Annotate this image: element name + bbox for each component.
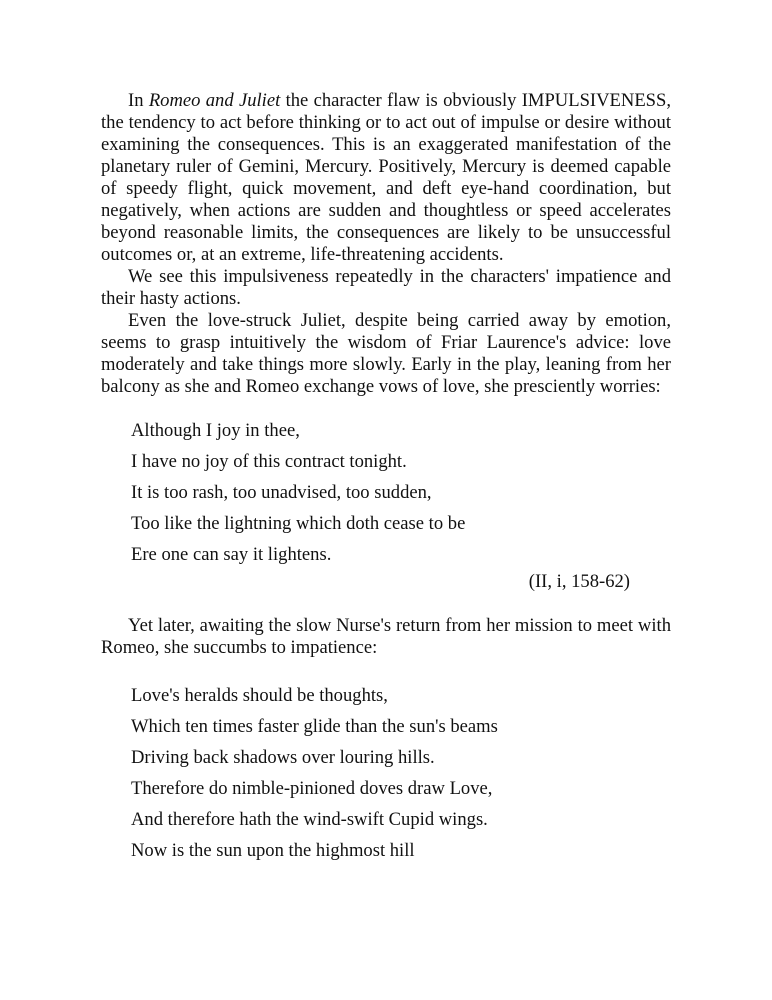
verse-line: It is too rash, too unadvised, too sudden,	[131, 482, 432, 503]
paragraph-lead: In	[128, 90, 149, 111]
document-page	[101, 90, 671, 871]
verse-line: Which ten times faster glide than the sun's beams	[131, 716, 498, 737]
spacer	[101, 599, 671, 615]
paragraph-character-flaw	[101, 90, 671, 266]
paragraph-impulsiveness: We see this impulsiveness repeatedly in the characters' impatience and their hasty actions.	[101, 266, 671, 309]
spacer	[101, 398, 671, 420]
verse-line: And therefore hath the wind-swift Cupid wings.	[131, 809, 488, 830]
quote-citation: (II, i, 158-62)	[528, 571, 630, 592]
paragraph-juliet-balcony: Even the love-struck Juliet, despite being carried away by emotion, seems to grasp intuitively the wisdom of Friar Laurence's advice: love moderately and take things more slowly. Early in the play, leaning from her balcony as she and Romeo exchange vows of love, she presciently worries:	[101, 310, 671, 397]
play-title: Romeo and Juliet	[148, 90, 281, 111]
verse-line: Too like the lightning which doth cease to be	[131, 513, 466, 534]
quote-balcony	[101, 420, 671, 575]
quote-impatience	[101, 685, 671, 871]
verse-line: Although I joy in thee,	[131, 420, 300, 441]
spacer	[101, 659, 671, 685]
verse-line: I have no joy of this contract tonight.	[131, 451, 407, 472]
paragraph-body: the character flaw is obviously IMPULSIVENESS, the tendency to act before thinking or to act out of impulse or desire without examining the consequences. This is an exaggerated manifestation of the planetary ruler of Gemini, Mercury. Positively, Mercury is deemed capable of speedy flight, quick movement, and deft eye-hand coordination, but negatively, when actions are sudden and thoughtless or speed accelerates beyond reasonable limits, the consequences are likely to be unsuccessful outcomes or, at an extreme, life-threatening accidents.	[101, 90, 672, 265]
verse-line: Now is the sun upon the highmost hill	[131, 840, 415, 861]
paragraph-nurse-return: Yet later, awaiting the slow Nurse's return from her mission to meet with Romeo, she succumbs to impatience:	[101, 615, 671, 658]
verse-line: Ere one can say it lightens.	[131, 544, 332, 565]
verse-line: Therefore do nimble-pinioned doves draw Love,	[131, 778, 493, 799]
verse-line: Love's heralds should be thoughts,	[131, 685, 388, 706]
verse-line: Driving back shadows over louring hills.	[131, 747, 435, 768]
